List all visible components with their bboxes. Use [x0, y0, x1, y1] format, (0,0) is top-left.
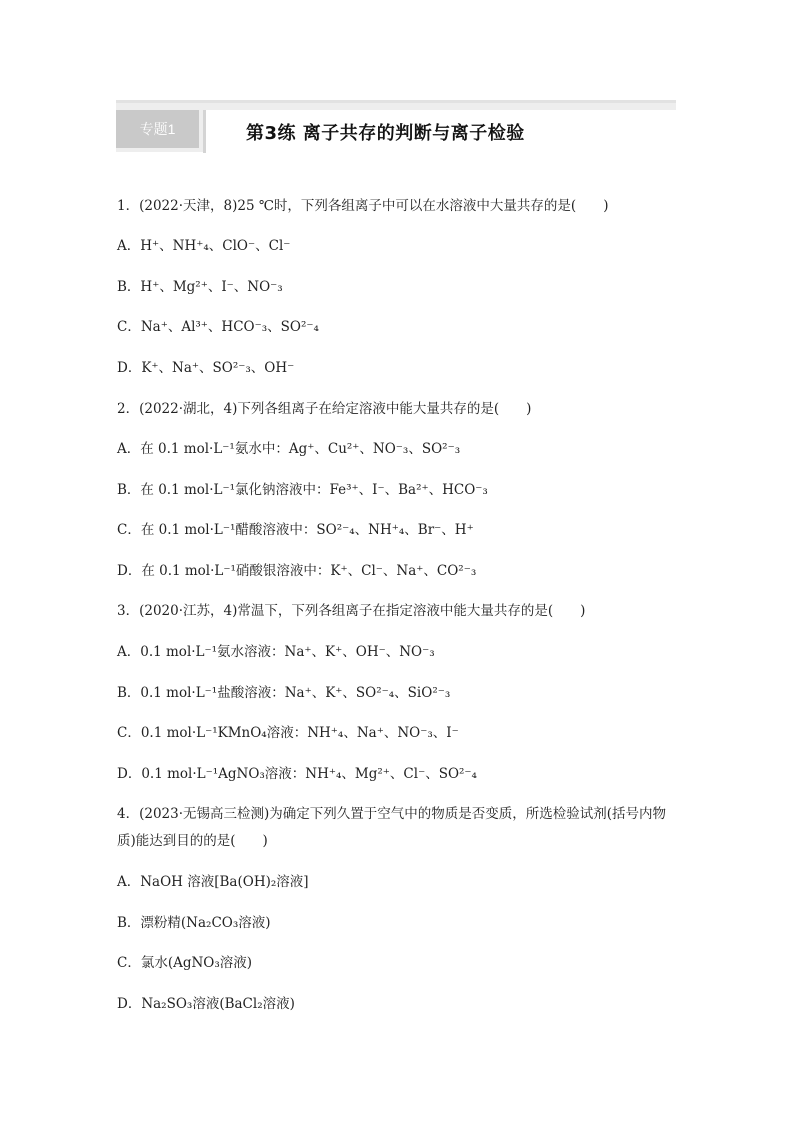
question-4-option-a: A．NaOH 溶液[Ba(OH)₂溶液]: [117, 874, 309, 890]
question-4-stem-line1: 4．(2023·无锡高三检测)为确定下列久置于空气中的物质是否变质，所选检验试剂(括号内物: [117, 806, 667, 822]
question-4-stem-line2: 质)能达到目的的是( ): [117, 833, 268, 849]
question-4-option-d: D．Na₂SO₃溶液(BaCl₂溶液): [117, 996, 295, 1012]
question-2-option-a: A．在 0.1 mol·L⁻¹氨水中：Ag⁺、Cu²⁺、NO⁻₃、SO²⁻₃: [117, 441, 461, 457]
question-4-option-b: B．漂粉精(Na₂CO₃溶液): [117, 915, 271, 931]
question-2-option-b: B．在 0.1 mol·L⁻¹氯化钠溶液中：Fe³⁺、I⁻、Ba²⁺、HCO⁻₃: [117, 482, 488, 498]
question-3-option-d: D．0.1 mol·L⁻¹AgNO₃溶液：NH⁺₄、Mg²⁺、Cl⁻、SO²⁻₄: [117, 766, 477, 782]
question-2-stem: 2．(2022·湖北，4)下列各组离子在给定溶液中能大量共存的是( ): [117, 401, 532, 417]
question-1-option-c: C．Na⁺、Al³⁺、HCO⁻₃、SO²⁻₄: [117, 319, 319, 335]
question-1-option-b: B．H⁺、Mg²⁺、I⁻、NO⁻₃: [117, 279, 283, 295]
question-2-option-d: D．在 0.1 mol·L⁻¹硝酸银溶液中：K⁺、Cl⁻、Na⁺、CO²⁻₃: [117, 563, 477, 579]
question-3-option-c: C．0.1 mol·L⁻¹KMnO₄溶液：NH⁺₄、Na⁺、NO⁻₃、I⁻: [117, 725, 459, 741]
question-3-option-a: A．0.1 mol·L⁻¹氨水溶液：Na⁺、K⁺、OH⁻、NO⁻₃: [117, 644, 435, 660]
question-1-stem: 1．(2022·天津，8)25 ℃时，下列各组离子中可以在水溶液中大量共存的是( ): [117, 198, 609, 214]
page-title: 第3练 离子共存的判断与离子检验: [246, 123, 525, 144]
question-4-option-c: C．氯水(AgNO₃溶液): [117, 955, 253, 971]
title-panel: [203, 110, 676, 153]
question-3-stem: 3．(2020·江苏，4)常温下，下列各组离子在指定溶液中能大量共存的是( ): [117, 603, 586, 619]
question-3-option-b: B．0.1 mol·L⁻¹盐酸溶液：Na⁺、K⁺、SO²⁻₄、SiO²⁻₃: [117, 685, 451, 701]
question-1-option-a: A．H⁺、NH⁺₄、ClO⁻、Cl⁻: [117, 238, 291, 254]
section-header: [116, 100, 676, 152]
question-1-option-d: D．K⁺、Na⁺、SO²⁻₃、OH⁻: [117, 360, 295, 376]
topic-tag: 专题1: [116, 110, 199, 148]
header-top-rule: [116, 100, 676, 103]
question-2-option-c: C．在 0.1 mol·L⁻¹醋酸溶液中：SO²⁻₄、NH⁺₄、Br⁻、H⁺: [117, 522, 474, 538]
